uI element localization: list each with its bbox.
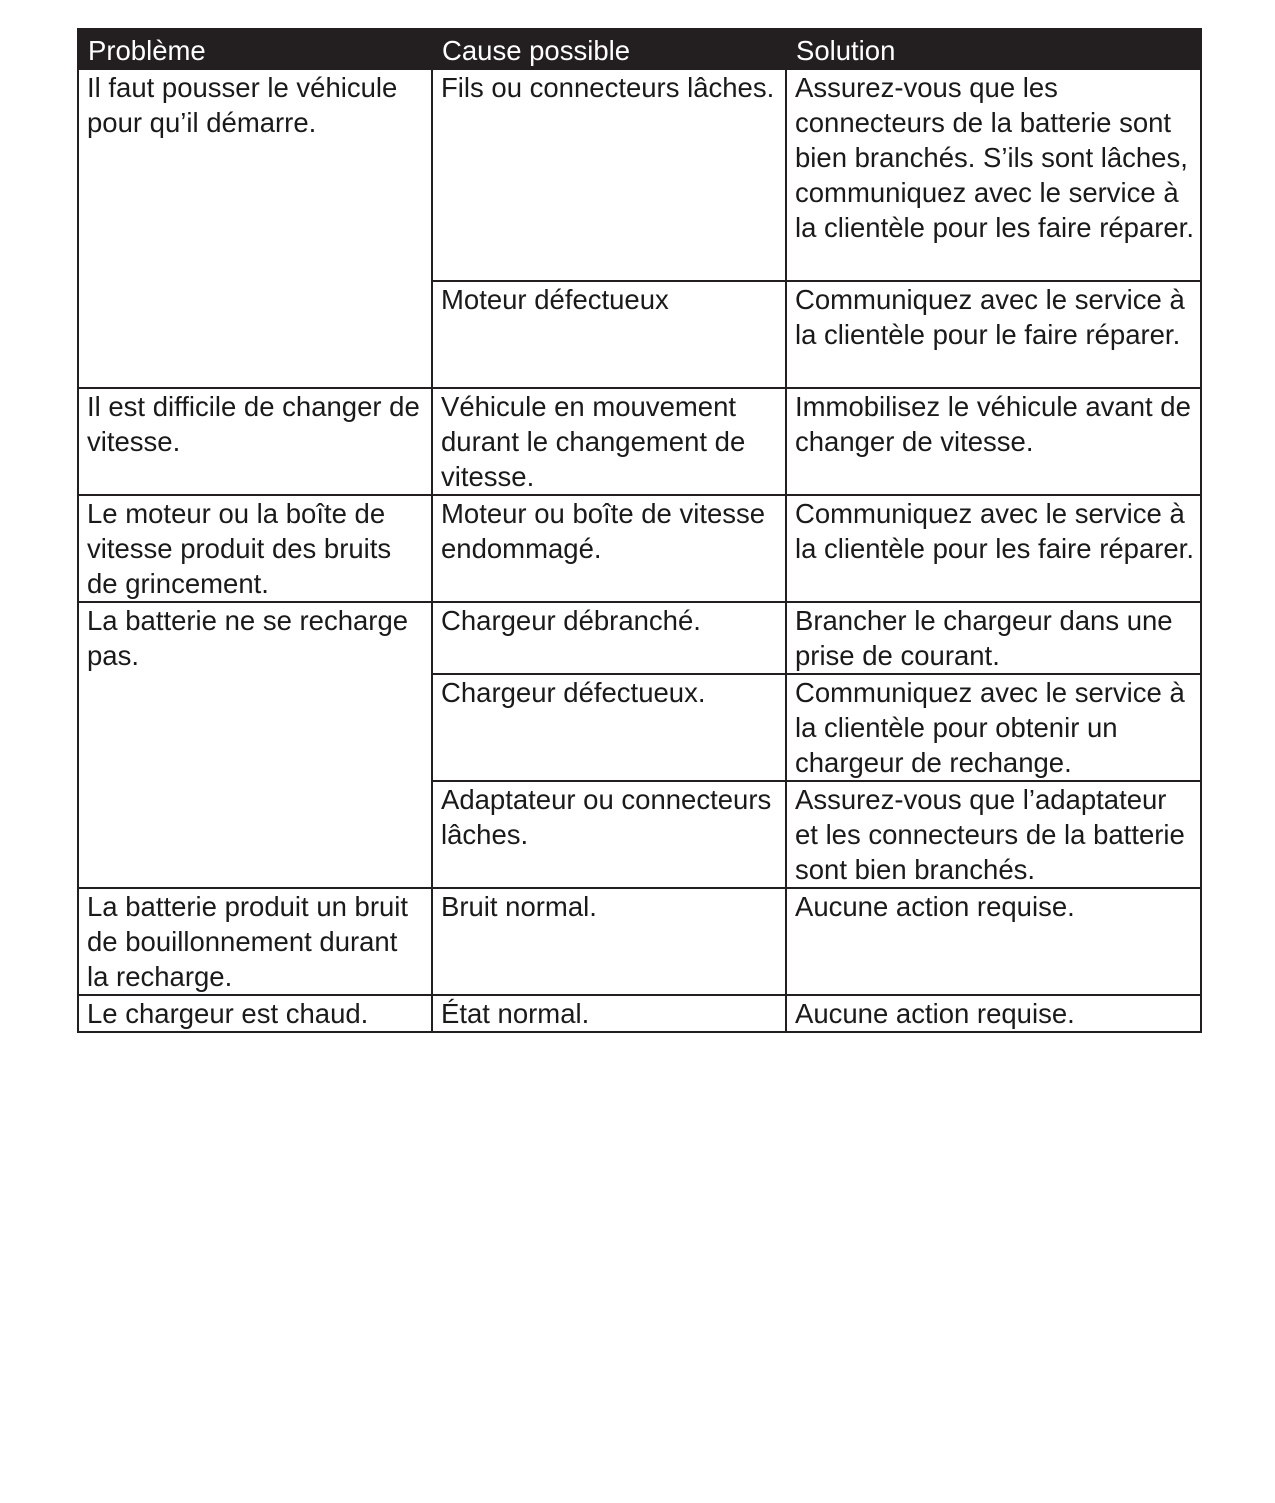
troubleshooting-table [77,28,1202,1033]
problem-cell: La batterie ne se recharge pas. [78,602,432,888]
cause-cell: Chargeur débranché. [432,602,786,674]
solution-cell: Immobilisez le véhicule avant de changer de vitesse. [786,388,1201,495]
solution-cell: Aucune action requise. [786,995,1201,1032]
solution-cell: Communiquez avec le service à la clientèle pour le faire réparer. [786,281,1201,388]
solution-cell: Brancher le chargeur dans une prise de courant. [786,602,1201,674]
table-row [78,388,1201,495]
cause-cell: Moteur défectueux [432,281,786,388]
solution-cell: Communiquez avec le service à la clientèle pour les faire réparer. [786,495,1201,602]
solution-cell: Assurez-vous que l’adaptateur et les connecteurs de la batterie sont bien branchés. [786,781,1201,888]
cause-cell: État normal. [432,995,786,1032]
solution-cell: Aucune action requise. [786,888,1201,995]
solution-cell: Communiquez avec le service à la clientèle pour obtenir un chargeur de rechange. [786,674,1201,781]
header-cause: Cause possible [432,29,786,69]
header-problem: Problème [78,29,432,69]
cause-cell: Fils ou connecteurs lâches. [432,69,786,281]
cause-cell: Véhicule en mouvement durant le changement de vitesse. [432,388,786,495]
table-row [78,995,1201,1032]
table-row [78,69,1201,281]
header-solution: Solution [786,29,1201,69]
cause-cell: Chargeur défectueux. [432,674,786,781]
problem-cell: Le chargeur est chaud. [78,995,432,1032]
solution-cell: Assurez-vous que les connecteurs de la batterie sont bien branchés. S’ils sont lâches, communiquez avec le service à la clientèle pour les faire réparer. [786,69,1201,281]
table-row [78,602,1201,674]
problem-cell: Il faut pousser le véhicule pour qu’il démarre. [78,69,432,388]
cause-cell: Adaptateur ou connecteurs lâches. [432,781,786,888]
table-header-row [78,29,1201,69]
table-row [78,495,1201,602]
problem-cell: Le moteur ou la boîte de vitesse produit des bruits de grincement. [78,495,432,602]
problem-cell: La batterie produit un bruit de bouillonnement durant la recharge. [78,888,432,995]
cause-cell: Bruit normal. [432,888,786,995]
table-row [78,888,1201,995]
cause-cell: Moteur ou boîte de vitesse endommagé. [432,495,786,602]
problem-cell: Il est difficile de changer de vitesse. [78,388,432,495]
